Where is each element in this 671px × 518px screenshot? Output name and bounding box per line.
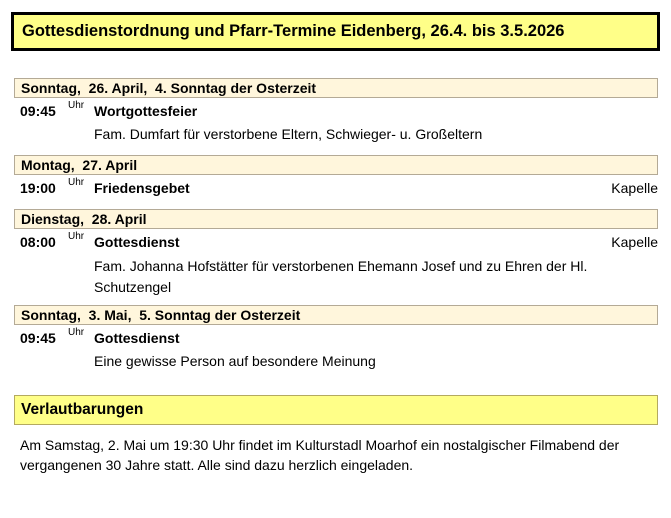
- entry-location: Kapelle: [611, 180, 658, 196]
- day-header-sunday-3-may: Sonntag, 3. Mai, 5. Sonntag der Osterzeit: [14, 305, 658, 325]
- entry-time-unit: Uhr: [68, 177, 85, 188]
- entry-event: Gottesdienst: [94, 234, 180, 250]
- schedule-entry: [20, 232, 658, 252]
- announcements-header: Verlautbarungen: [14, 395, 658, 425]
- day-header-sunday-26-april: Sonntag, 26. April, 4. Sonntag der Osterzeit: [14, 78, 658, 98]
- day-header-tuesday-28-april: Dienstag, 28. April: [14, 209, 658, 229]
- entry-time: 19:00: [20, 180, 56, 196]
- entry-event: Friedensgebet: [94, 180, 190, 196]
- entry-time-unit: Uhr: [68, 327, 85, 338]
- entry-time-unit: Uhr: [68, 231, 85, 242]
- page-title: Gottesdienstordnung und Pfarr-Termine Eidenberg, 26.4. bis 3.5.2026: [11, 12, 660, 51]
- entry-location: Kapelle: [611, 234, 658, 250]
- entry-event: Gottesdienst: [94, 330, 180, 346]
- entry-time: 09:45: [20, 330, 56, 346]
- entry-note: Fam. Johanna Hofstätter für verstorbenen Ehemann Josef und zu Ehren der Hl. Schutzengel: [94, 258, 588, 295]
- entry-note: Fam. Dumfart für verstorbene Eltern, Schwieger- u. Großeltern: [94, 126, 483, 142]
- schedule-entry: [20, 178, 658, 198]
- entry-time: 09:45: [20, 103, 56, 119]
- announcement-text: Am Samstag, 2. Mai um 19:30 Uhr findet im Kulturstadl Moarhof ein nostalgischer Filmabend der vergangenen 30 Jahre statt. Alle sind dazu herzlich eingeladen.: [20, 437, 620, 473]
- day-header-monday-27-april: Montag, 27. April: [14, 155, 658, 175]
- entry-time: 08:00: [20, 234, 56, 250]
- entry-note: Eine gewisse Person auf besondere Meinung: [94, 353, 376, 369]
- entry-time-unit: Uhr: [68, 100, 85, 111]
- schedule-entry: [20, 328, 658, 348]
- schedule-entry: [20, 101, 658, 121]
- entry-event: Wortgottesfeier: [94, 103, 198, 119]
